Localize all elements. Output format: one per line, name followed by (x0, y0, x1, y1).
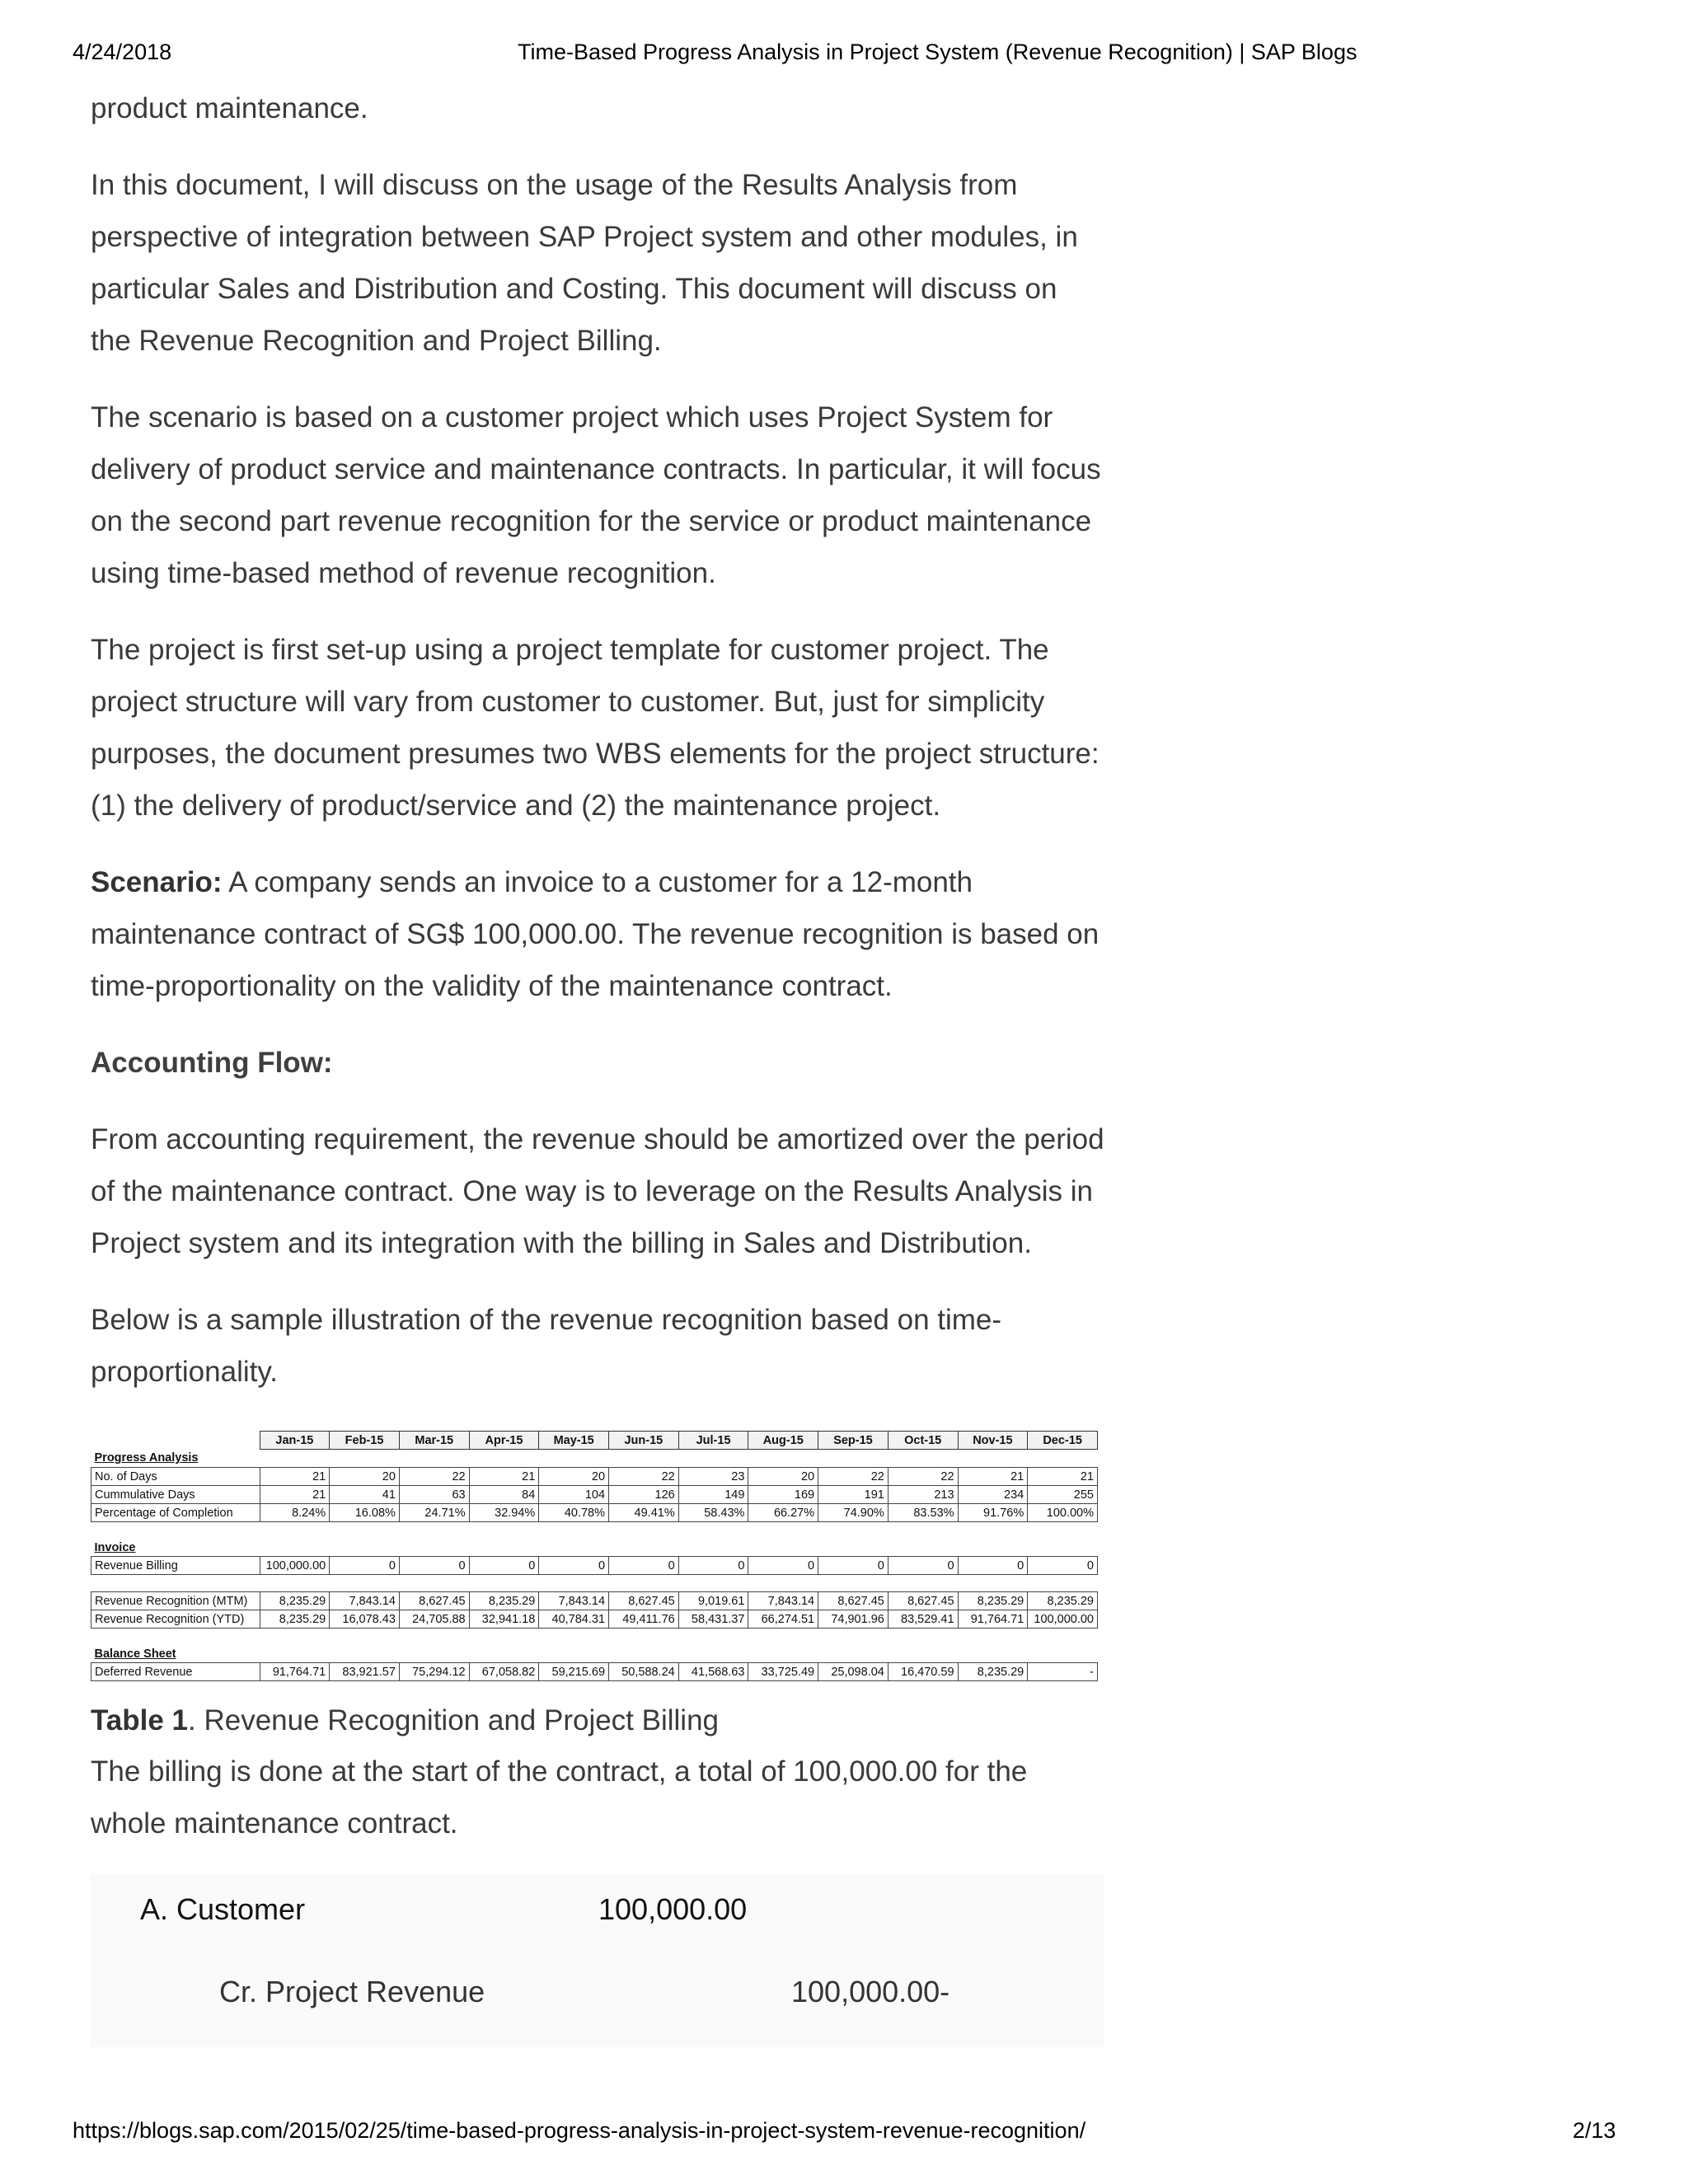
table-cell: 0 (958, 1557, 1028, 1575)
table-cell: 20 (330, 1468, 400, 1486)
month-header: Dec-15 (1028, 1432, 1098, 1450)
scenario-label: Scenario: (91, 866, 223, 898)
table-cell: 74.90% (818, 1504, 889, 1522)
month-header: Apr-15 (469, 1432, 539, 1450)
entry-b-amount: 100,000.00- (791, 1975, 950, 2008)
table-cell: 21 (1028, 1468, 1098, 1486)
table-cell: 213 (888, 1486, 958, 1504)
article-body (91, 82, 1104, 2047)
table-row (91, 1557, 1098, 1575)
journal-entry-debit (91, 1874, 1104, 1965)
table-cell: 8,627.45 (888, 1592, 958, 1610)
table-cell: 74,901.96 (818, 1610, 889, 1629)
table-cell: 255 (1028, 1486, 1098, 1504)
table-cell: 49.41% (609, 1504, 679, 1522)
table-cell: 20 (539, 1468, 609, 1486)
table-cell: 169 (748, 1486, 818, 1504)
month-header: Jun-15 (609, 1432, 679, 1450)
table-cell: 58,431.37 (678, 1610, 748, 1629)
table-cell: 0 (609, 1557, 679, 1575)
table-cell: 8,235.29 (260, 1592, 330, 1610)
table-cell: 40.78% (539, 1504, 609, 1522)
table-cell: 234 (958, 1486, 1028, 1504)
month-header: Jul-15 (678, 1432, 748, 1450)
paragraph-billing: The billing is done at the start of the contract, a total of 100,000.00 for the whole maintenance contract. (91, 1755, 1028, 1840)
table-cell: 49,411.76 (609, 1610, 679, 1629)
table-row (91, 1645, 1098, 1663)
table-cell: 8,627.45 (818, 1592, 889, 1610)
section-progress-analysis: Progress Analysis (94, 1451, 199, 1465)
table-row (91, 1592, 1098, 1610)
month-header: Sep-15 (818, 1432, 889, 1450)
table-cell: 91.76% (958, 1504, 1028, 1522)
table-cell: 33,725.49 (748, 1663, 818, 1681)
table-cell: 0 (399, 1557, 469, 1575)
row-label: Cummulative Days (91, 1486, 260, 1504)
entry-a-label: A. Customer (140, 1892, 306, 1926)
table-cell: 149 (678, 1486, 748, 1504)
table-cell: 21 (260, 1468, 330, 1486)
table-cell: - (1028, 1663, 1098, 1681)
paragraph-illustration-intro: Below is a sample illustration of the revenue recognition based on time-proportionality. (91, 1304, 1002, 1388)
table-cell: 8,627.45 (609, 1592, 679, 1610)
accounting-flow-heading: Accounting Flow: (91, 1047, 333, 1079)
table-cell: 7,843.14 (539, 1592, 609, 1610)
journal-entry-credit (91, 1965, 1104, 2047)
table-cell: 100.00% (1028, 1504, 1098, 1522)
table-cell: 8,235.29 (260, 1610, 330, 1629)
table-cell: 104 (539, 1486, 609, 1504)
table-cell: 100,000.00 (260, 1557, 330, 1575)
table-cell: 0 (888, 1557, 958, 1575)
table-cell: 8,235.29 (958, 1592, 1028, 1610)
table-row (91, 1504, 1098, 1522)
table-cell: 20 (748, 1468, 818, 1486)
table-caption (91, 1696, 1104, 1746)
month-header: Oct-15 (888, 1432, 958, 1450)
table-cell: 40,784.31 (539, 1610, 609, 1629)
table-cell: 22 (399, 1468, 469, 1486)
table-header-row (91, 1432, 1098, 1450)
table-cell: 0 (469, 1557, 539, 1575)
paragraph-scenario (91, 856, 1104, 1012)
table-cell: 63 (399, 1486, 469, 1504)
table-cell: 23 (678, 1468, 748, 1486)
row-label: Percentage of Completion (91, 1504, 260, 1522)
entry-b-label: Cr. Project Revenue (219, 1975, 485, 2008)
entry-a-amount: 100,000.00 (598, 1892, 748, 1926)
table-cell: 7,843.14 (748, 1592, 818, 1610)
table-cell: 191 (818, 1486, 889, 1504)
footer-page-number: 2/13 (1573, 2118, 1616, 2143)
footer-url: https://blogs.sap.com/2015/02/25/time-based-progress-analysis-in-project-system-revenue-recognition/ (73, 2118, 1086, 2143)
caption-label: Table 1 (91, 1704, 189, 1736)
caption-text: . Revenue Recognition and Project Billing (188, 1704, 720, 1736)
table-cell: 83,921.57 (330, 1663, 400, 1681)
table-cell: 0 (539, 1557, 609, 1575)
table-cell: 25,098.04 (818, 1663, 889, 1681)
table-cell: 59,215.69 (539, 1663, 609, 1681)
table-cell: 100,000.00 (1028, 1610, 1098, 1629)
table-cell: 16,470.59 (888, 1663, 958, 1681)
table-cell: 91,764.71 (260, 1663, 330, 1681)
table-cell: 8.24% (260, 1504, 330, 1522)
table-cell: 22 (888, 1468, 958, 1486)
table-cell: 24.71% (399, 1504, 469, 1522)
table-cell: 32.94% (469, 1504, 539, 1522)
table-cell: 75,294.12 (399, 1663, 469, 1681)
table-cell: 0 (748, 1557, 818, 1575)
table-cell: 32,941.18 (469, 1610, 539, 1629)
table-cell: 8,235.29 (469, 1592, 539, 1610)
table-cell: 22 (609, 1468, 679, 1486)
table-cell: 21 (958, 1468, 1028, 1486)
row-label: Deferred Revenue (91, 1663, 260, 1681)
table-cell: 126 (609, 1486, 679, 1504)
header-date: 4/24/2018 (73, 40, 172, 64)
table-cell: 41 (330, 1486, 400, 1504)
table-cell: 16.08% (330, 1504, 400, 1522)
section-balance-sheet: Balance Sheet (94, 1647, 176, 1661)
section-invoice: Invoice (94, 1540, 136, 1554)
table-cell: 8,627.45 (399, 1592, 469, 1610)
table-cell: 9,019.61 (678, 1592, 748, 1610)
table-cell: 21 (260, 1486, 330, 1504)
table-cell: 21 (469, 1468, 539, 1486)
table-cell: 0 (330, 1557, 400, 1575)
paragraph-intro-tail: product maintenance. (91, 92, 368, 124)
row-label: Revenue Billing (91, 1557, 260, 1575)
row-label: Revenue Recognition (YTD) (91, 1610, 260, 1629)
paragraph-scenario-basis: The scenario is based on a customer project which uses Project System for delivery of product service and maintenance contracts. In particular, it will focus on the second part revenue recognition for the service or product maintenance using time-based method of revenue recognition. (91, 401, 1101, 589)
row-label: Revenue Recognition (MTM) (91, 1592, 260, 1610)
table-cell: 41,568.63 (678, 1663, 748, 1681)
paragraph-accounting-requirement: From accounting requirement, the revenue should be amortized over the period of the maintenance contract. One way is to leverage on the Results Analysis in Project system and its integration with the billing in Sales and Distribution. (91, 1123, 1104, 1259)
table-cell: 22 (818, 1468, 889, 1486)
table-cell: 50,588.24 (609, 1663, 679, 1681)
table-row (91, 1610, 1098, 1629)
table-row (91, 1450, 1098, 1468)
revenue-recognition-table-figure (91, 1431, 1098, 1681)
table-cell: 16,078.43 (330, 1610, 400, 1629)
scenario-text: A company sends an invoice to a customer for a 12-month maintenance contract of SG$ 100,000.00. The revenue recognition is based on time-proportionality on the validity of the maintenance contract. (91, 866, 1100, 1002)
table-cell: 91,764.71 (958, 1610, 1028, 1629)
month-header: Jan-15 (260, 1432, 330, 1450)
table-cell: 0 (678, 1557, 748, 1575)
month-header: Aug-15 (748, 1432, 818, 1450)
table-cell: 0 (818, 1557, 889, 1575)
row-label: No. of Days (91, 1468, 260, 1486)
table-cell: 83,529.41 (888, 1610, 958, 1629)
table-cell: 66.27% (748, 1504, 818, 1522)
table-cell: 0 (1028, 1557, 1098, 1575)
month-header: Nov-15 (958, 1432, 1028, 1450)
paragraph-document-purpose: In this document, I will discuss on the usage of the Results Analysis from perspective of integration between SAP Project system and other modules, in particular Sales and Distribution and Costing. This document will discuss on the Revenue Recognition and Project Billing. (91, 169, 1078, 357)
table-cell: 58.43% (678, 1504, 748, 1522)
paragraph-project-setup: The project is first set-up using a project template for customer project. The project structure will vary from customer to customer. But, just for simplicity purposes, the document presumes two WBS elements for the project structure: (1) the delivery of product/service and (2) the maintenance project. (91, 634, 1100, 822)
table-row (91, 1486, 1098, 1504)
table-row (91, 1539, 1098, 1557)
table-cell: 8,235.29 (958, 1663, 1028, 1681)
month-header: Mar-15 (399, 1432, 469, 1450)
table-cell: 83.53% (888, 1504, 958, 1522)
table-cell: 67,058.82 (469, 1663, 539, 1681)
table-cell: 24,705.88 (399, 1610, 469, 1629)
month-header: May-15 (539, 1432, 609, 1450)
month-header: Feb-15 (330, 1432, 400, 1450)
table-cell: 84 (469, 1486, 539, 1504)
table-cell: 66,274.51 (748, 1610, 818, 1629)
table-row (91, 1468, 1098, 1486)
table-row (91, 1663, 1098, 1681)
table-cell: 7,843.14 (330, 1592, 400, 1610)
revenue-recognition-table (91, 1431, 1098, 1681)
table-cell: 8,235.29 (1028, 1592, 1098, 1610)
header-title: Time-Based Progress Analysis in Project System (Revenue Recognition) | SAP Blogs (518, 40, 1357, 64)
